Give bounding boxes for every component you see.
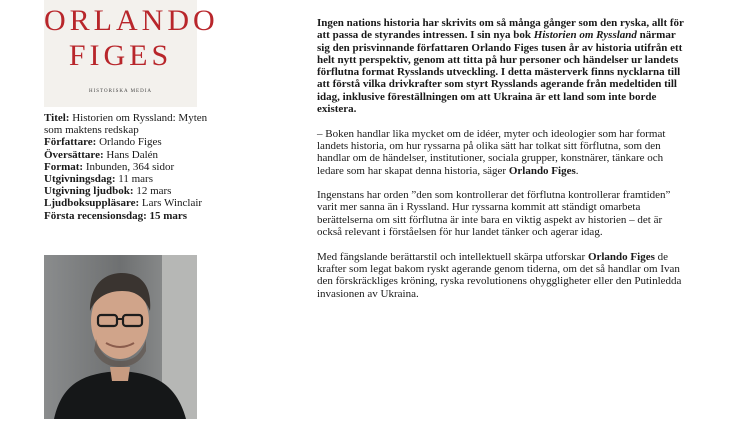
article-paragraph-4: Med fängslande berättarstil och intellektuell skärpa utforskar Orlando Figes de krafter som legat bakom ryskt agerande genom tiderna, om det så handlar om Ivan den förskräckliges kröning, ryska revolutionens ohyggligheter eller den Putinledda invasionen av Ukraina. (317, 250, 682, 300)
author-photo (44, 255, 197, 419)
article-paragraph-3: Ingenstans har orden ”den som kontrollerar det förflutna kontrollerar framtiden” varit mer sanna än i Ryssland. Hur ryssarna kommit att ständigt omarbeta berättelserna om sitt förflutna är inte bara en viktig aspekt av historien – det är också relevant i förståelsen för hur landet tänker och agerar idag. (317, 189, 671, 239)
article-lead: Ingen nations historia har skrivits om så många gånger som den ryska, allt för att passa de styrandes intressen. I sin nya bok Historien om Ryssland närmar sig den prisvinnande författaren Orlando Figes tusen år av historia utifrån ett helt nytt perspektiv, genom att titta på hur personer och händelser ur landets förflutna format Rysslands utveckling. I detta mästerverk finns nycklarna till att förstå vilka drivkrafter som styrt Rysslands agerande från medeltiden till idag, inklusive föreställningen om att Ukraina är ett land som inte borde existera. (317, 17, 684, 116)
cover-publisher: HISTORISKA MEDIA (89, 89, 152, 94)
book-title-italic: Historien om Ryssland (533, 29, 637, 42)
article-paragraph-2: – Boken handlar lika mycket om de idéer, myter och ideologier som har format landets historia, om hur ryssarna på olika sätt har tolkat sitt förflutna, som den handlar om de händelser, institutioner, sociala grupper, konstnärer, tänkare och ledare som har skapat denna historia, säger Orlando Figes. (317, 127, 666, 177)
meta-translator: Översättare: Hans Dalén (44, 148, 159, 161)
meta-title: Titel: Historien om Ryssland: Myten som maktens redskap (44, 112, 208, 137)
article-body (317, 17, 687, 312)
meta-review-day: Första recensionsdag: 15 mars (44, 209, 188, 222)
cover-author-line2: FIGES (68, 39, 173, 72)
book-metadata (44, 112, 224, 222)
book-cover (44, 0, 219, 107)
cover-author-line1: ORLANDO (44, 4, 219, 37)
meta-audio-release: Utgivning ljudbok: 12 mars (44, 185, 172, 198)
meta-author: Författare: Orlando Figes (44, 136, 162, 149)
author-photo-illustration (44, 255, 197, 419)
meta-format: Format: Inbunden, 364 sidor (44, 160, 175, 173)
meta-reader: Ljudboksuppläsare: Lars Winclair (44, 197, 203, 210)
meta-release: Utgivningsdag: 11 mars (44, 173, 154, 186)
